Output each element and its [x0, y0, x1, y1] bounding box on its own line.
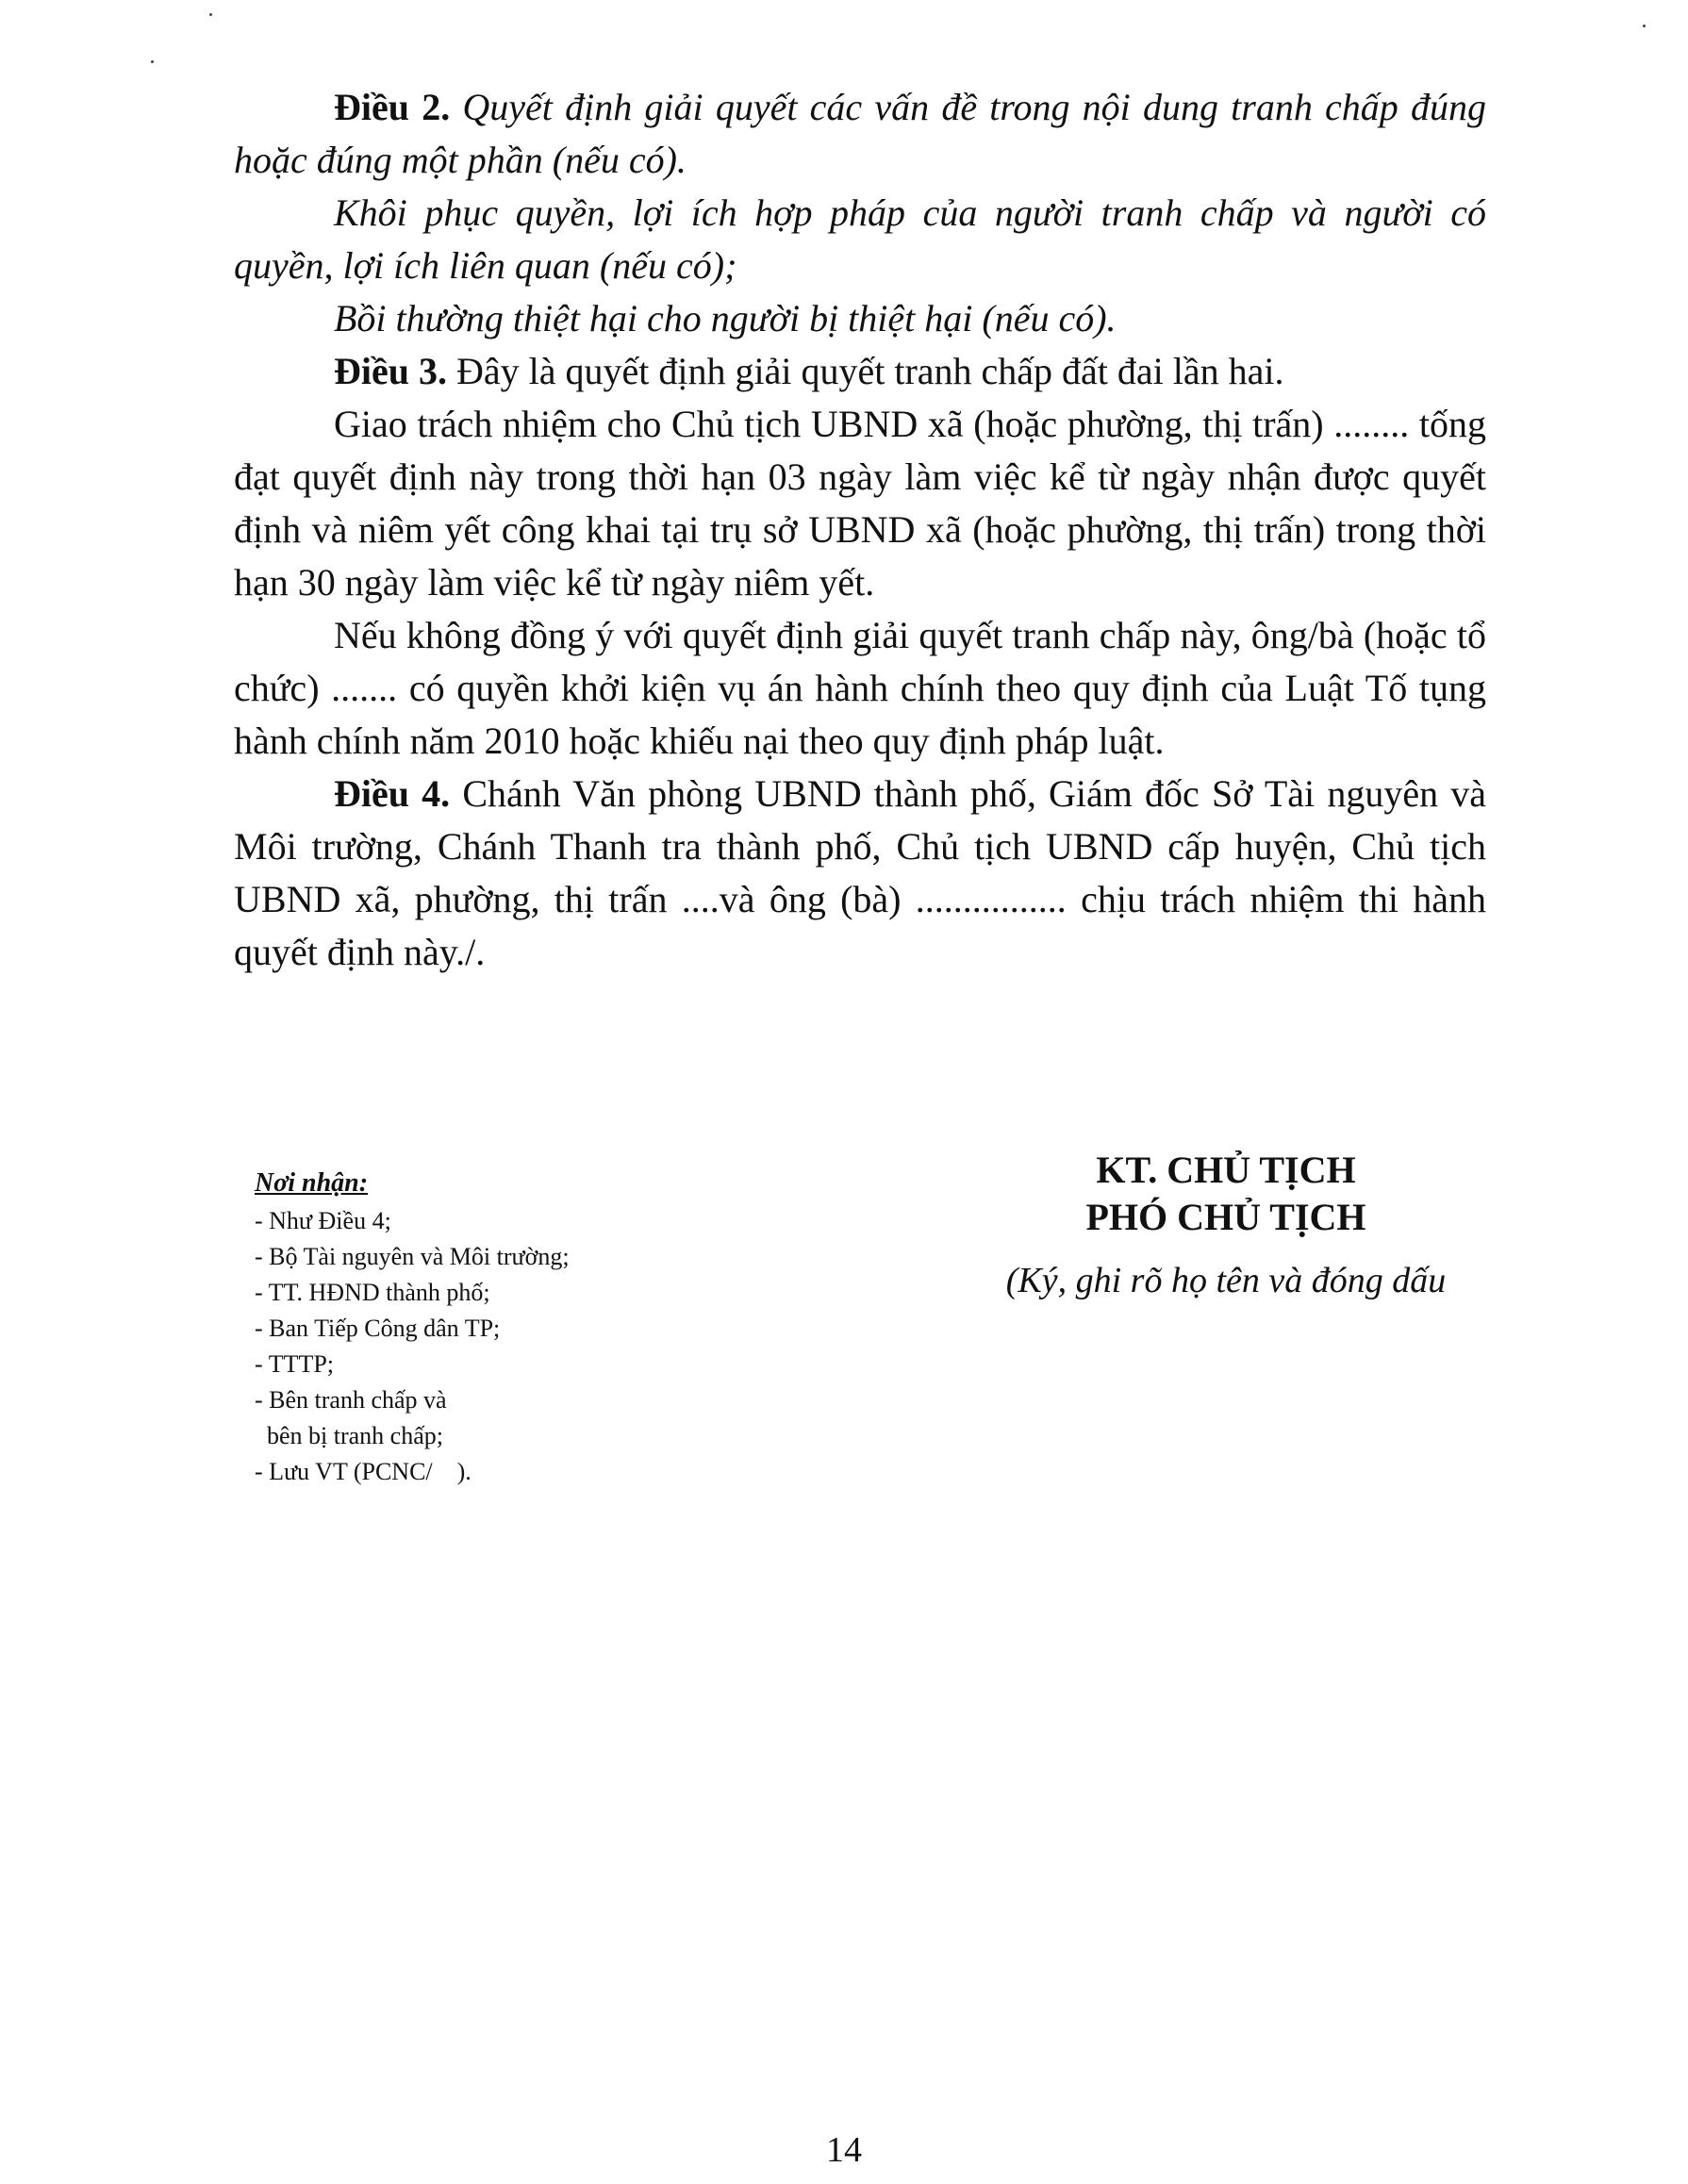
article-2-restore-rights: Khôi phục quyền, lợi ích hợp pháp của người tranh chấp và người có quyền, lợi ích liên quan (nếu có);	[234, 191, 1486, 287]
article-4-text: Chánh Văn phòng UBND thành phố, Giám đốc Sở Tài nguyên và Môi trường, Chánh Thanh tra thành phố, Chủ tịch UBND cấp huyện, Chủ tịch UBND xã, phường, thị trấn ....và ông (bà) ................ chịu trách nhiệm thi hành quyết định này./.	[234, 772, 1487, 973]
recipient-item: - TT. HĐND thành phố;	[255, 1279, 490, 1306]
signature-block	[952, 1147, 1499, 1307]
article-2-label: Điều 2.	[334, 86, 451, 128]
article-3-assignment: Giao trách nhiệm cho Chủ tịch UBND xã (hoặc phường, thị trấn) ........ tống đạt quyết định này trong thời hạn 03 ngày làm việc kể từ ngày nhận được quyết định và niêm yết công khai tại trụ sở UBND xã (hoặc phường, thị trấn) trong thời hạn 30 ngày làm việc kể từ ngày niêm yết.	[234, 403, 1486, 604]
recipient-item: - Ban Tiếp Công dân TP;	[255, 1315, 501, 1342]
recipient-item: - Như Điều 4;	[255, 1207, 391, 1234]
recipients-title: Nơi nhận:	[255, 1168, 369, 1198]
signature-instruction: (Ký, ghi rõ họ tên và đóng dấu	[1005, 1261, 1447, 1300]
recipients-block	[255, 1166, 745, 1490]
decision-body	[234, 81, 1486, 979]
recipient-item: - Bộ Tài nguyên và Môi trường;	[255, 1243, 570, 1270]
article-2-text: Quyết định giải quyết các vấn đề trong nội dung tranh chấp đúng hoặc đúng một phần (nếu có).	[234, 86, 1486, 181]
recipient-item: - Bên tranh chấp và	[255, 1386, 447, 1414]
recipient-item: bên bị tranh chấp;	[255, 1422, 443, 1449]
page-number: 14	[826, 2130, 862, 2170]
article-3-label: Điều 3.	[334, 350, 447, 392]
article-2-compensation: Bồi thường thiệt hại cho người bị thiệt hại (nếu có).	[334, 297, 1117, 339]
scan-speck	[209, 13, 212, 16]
signature-position: PHÓ CHỦ TỊCH	[1085, 1196, 1366, 1238]
article-3-text: Đây là quyết định giải quyết tranh chấp đất đai lần hai.	[447, 350, 1284, 392]
recipient-item: - TTTP;	[255, 1350, 335, 1378]
article-4-paragraph	[234, 768, 1486, 979]
recipient-item: - Lưu VT (PCNC/ ).	[255, 1458, 472, 1485]
scan-speck	[151, 60, 154, 63]
recipients-list	[255, 1203, 745, 1490]
article-3-appeal: Nếu không đồng ý với quyết định giải quyết tranh chấp này, ông/bà (hoặc tổ chức) ....... có quyền khởi kiện vụ án hành chính theo quy định của Luật Tố tụng hành chính năm 2010 hoặc khiếu nại theo quy định pháp luật.	[234, 614, 1486, 762]
signature-title: KT. CHỦ TỊCH	[1096, 1149, 1356, 1191]
article-4-label: Điều 4.	[334, 772, 451, 815]
article-3-paragraph	[234, 345, 1486, 398]
scan-speck	[1643, 25, 1646, 27]
article-2-paragraph	[234, 81, 1486, 187]
